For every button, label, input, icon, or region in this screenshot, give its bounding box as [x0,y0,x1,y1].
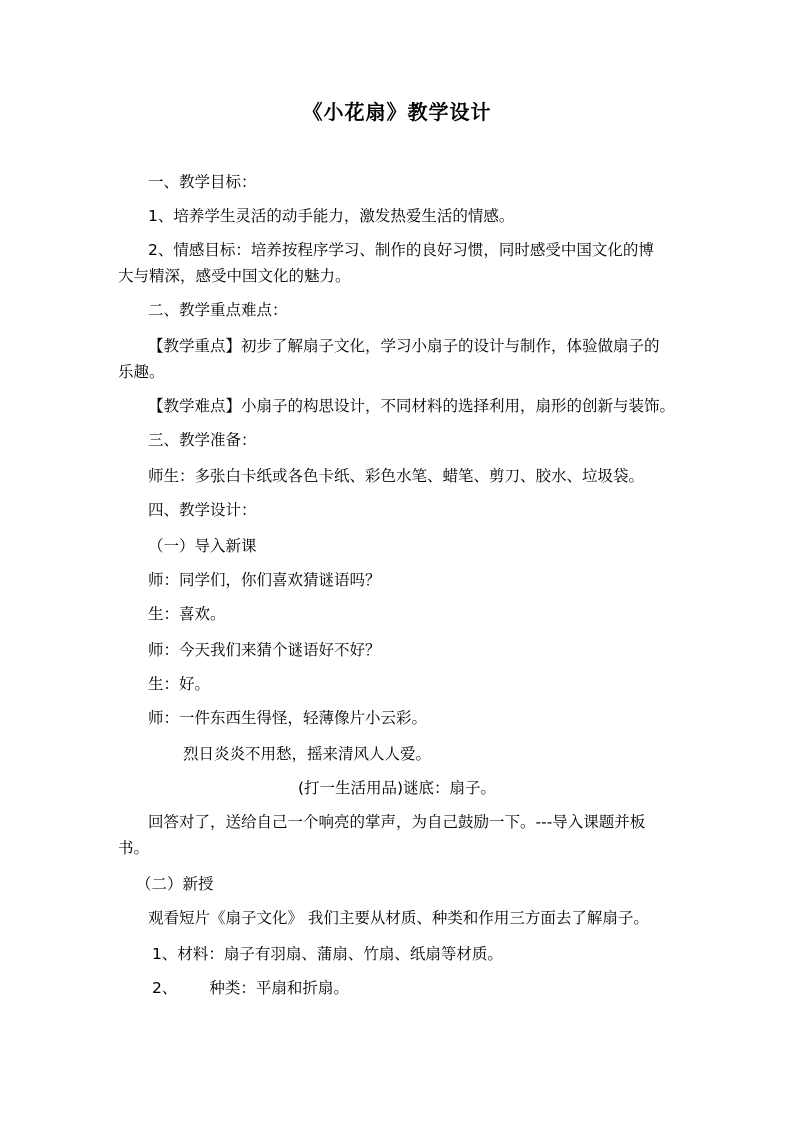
dialogue-line: 生：好。 [148,675,211,693]
list-item-text: 种类：平扇和折扇。 [209,979,349,997]
paragraph-line: 乐趣。 [118,363,165,381]
paragraph-line: 观看短片《扇子文化》 我们主要从材质、种类和作用三方面去了解扇子。 [148,909,649,927]
subsection-heading-introduction: （一）导入新课 [148,537,257,555]
paragraph-line: 回答对了，送给自己一个响亮的掌声，为自己鼓励一下。---导入课题并板 [148,813,646,831]
section-heading-design: 四、教学设计： [148,501,257,519]
paragraph-line: 师生：多张白卡纸或各色卡纸、彩色水笔、蜡笔、剪刀、胶水、垃圾袋。 [148,467,645,485]
list-item: 1、材料：扇子有羽扇、蒲扇、竹扇、纸扇等材质。 [152,945,503,963]
document-title: 《小花扇》教学设计 [302,100,492,124]
paragraph-line: 1、培养学生灵活的动手能力，激发热爱生活的情感。 [148,207,515,225]
subsection-heading-new-lesson: （二）新授 [136,875,214,893]
dialogue-line: 师：同学们，你们喜欢猜谜语吗？ [148,571,381,589]
list-item-number: 2、 [152,979,178,997]
list-item [152,978,349,998]
section-heading-key-points: 二、教学重点难点： [148,301,288,319]
paragraph-line: 大与精深，感受中国文化的魅力。 [118,267,351,285]
paragraph-line: 【教学难点】小扇子的构思设计，不同材料的选择利用，扇形的创新与装饰。 [148,397,676,415]
riddle-line: 烈日炎炎不用愁，摇来清风人人爱。 [183,745,432,763]
dialogue-line: 师：一件东西生得怪，轻薄像片小云彩。 [148,709,428,727]
dialogue-line: 师：今天我们来猜个谜语好不好？ [148,641,381,659]
section-heading-objectives: 一、教学目标： [148,173,257,191]
paragraph-line: 【教学重点】初步了解扇子文化，学习小扇子的设计与制作，体验做扇子的 [148,337,660,355]
section-heading-preparation: 三、教学准备： [148,431,257,449]
paragraph-line: 2、情感目标：培养按程序学习、制作的良好习惯，同时感受中国文化的博 [148,241,654,259]
paragraph-line: 书。 [118,839,150,857]
dialogue-line: 生：喜欢。 [148,605,226,623]
riddle-answer: (打一生活用品)谜底：扇子。 [297,779,497,797]
